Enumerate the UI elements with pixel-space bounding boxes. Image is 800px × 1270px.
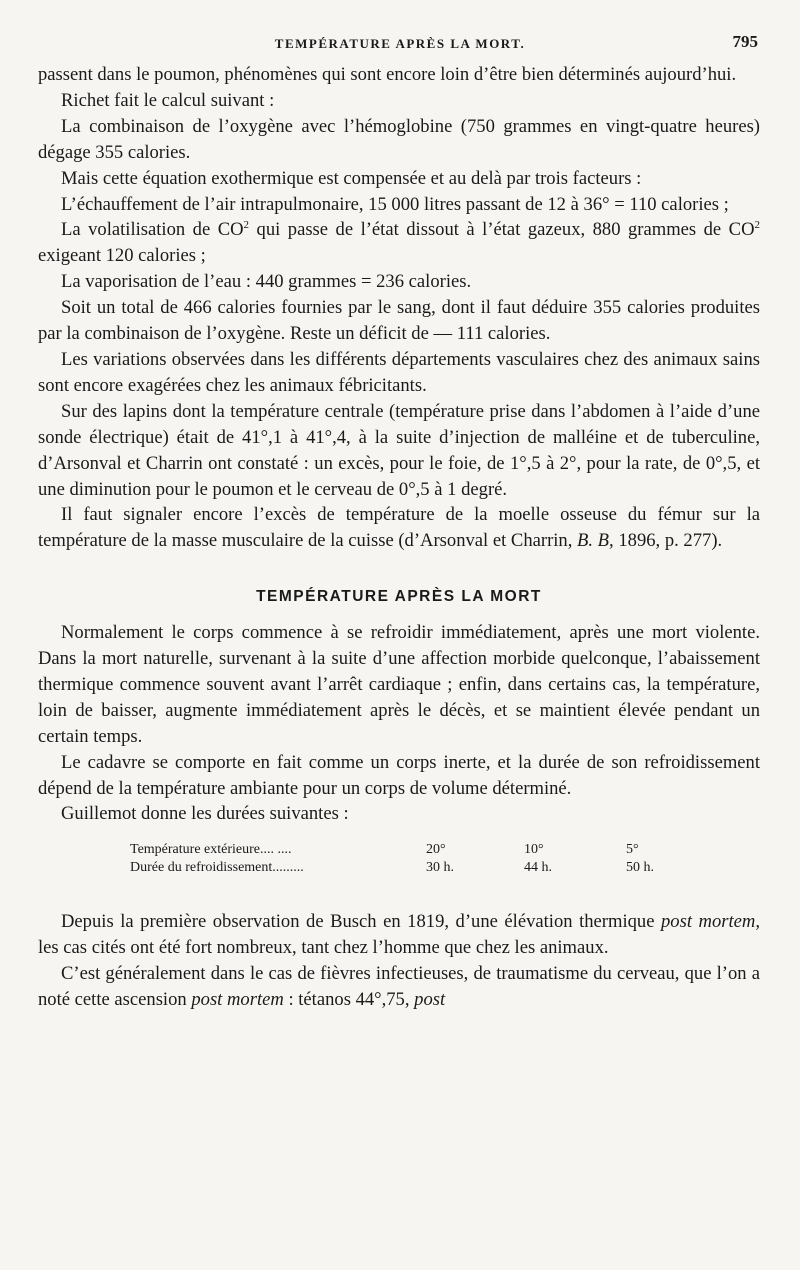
paragraph-8: Soit un total de 466 calories fournies par le sang, dont il faut déduire 355 calories produites par la combinaison de l’oxygène. Reste un déficit de — 111 calories. — [38, 297, 760, 345]
table-row-label: Température extérieure.... .... — [130, 842, 292, 858]
paragraph-6-part-b: qui passe de l’état dissout à l’état gazeux, 880 grammes de CO — [249, 219, 755, 241]
paragraph-11-part-a: Il faut signaler encore l’excès de température de la moelle osseuse du fémur sur la température de la masse musculaire de la cuisse (d’Arsonval et Charrin, — [38, 504, 760, 552]
paragraph-10: Sur des lapins dont la température centrale (température prise dans l’abdomen à l’aide d’une sonde électrique) était de 41°,1 à 41°,4, à la suite d’injection de malléine et de tuberculine, d’Arsonval et Charrin ont constaté : un excès, pour le foie, de 1°,5 à 2°, pour la rate, de 0°,5, et une diminution pour le poumon et le cerveau de 0°,5 à 1 degré. — [38, 400, 760, 500]
paragraph-11-citation: B. B, — [577, 530, 614, 552]
paragraph-6-superscript-1: 2 — [243, 219, 250, 232]
paragraph-11 — [38, 502, 760, 554]
paragraph-14: Guillemot donne les durées suivantes : — [61, 803, 349, 825]
paragraph-16 — [38, 961, 760, 1013]
paragraph-6-part-a: La volatilisation de CO — [61, 219, 244, 241]
paragraph-6 — [38, 217, 760, 269]
page-body — [38, 62, 760, 1013]
page-header — [0, 30, 800, 54]
table-cell: 5° — [626, 842, 639, 858]
paragraph-15 — [38, 909, 760, 961]
paragraph-3: La combinaison de l’oxygène avec l’hémoglobine (750 grammes en vingt-quatre heures) dégage 355 calories. — [38, 115, 760, 163]
paragraph-9: Les variations observées dans les différents départements vasculaires chez des animaux sains sont encore exagérées chez les animaux fébricitants. — [38, 348, 760, 396]
table-cell: 10° — [524, 842, 544, 858]
page-number: 795 — [732, 32, 758, 51]
paragraph-13: Le cadavre se comporte en fait comme un corps inerte, et la durée de son refroidissement dépend de la température ambiante pour un corps de volume déterminé. — [38, 751, 760, 799]
paragraph-16-italic-1: post mortem — [191, 989, 284, 1011]
paragraph-12: Normalement le corps commence à se refroidir immédiatement, après une mort violente. Dans la mort naturelle, survenant à la suite d’une affection morbide quelconque, l’abaissement thermique commence souvent avant l’arrêt cardiaque ; enfin, dans certains cas, la température, loin de baisser, augmente immédiatement après le décès, et se maintient élevée pendant un certain temps. — [38, 622, 760, 747]
paragraph-16-part-a: C’est généralement dans le cas de fièvres infectieuses, de traumatisme du cerveau, que l’on a noté cette ascension — [38, 963, 760, 1011]
paragraph-6-part-c: exigeant 120 calories ; — [38, 245, 206, 267]
paragraph-5: L’échauffement de l’air intrapulmonaire, 15 000 litres passant de 12 à 36° = 110 calories ; — [61, 193, 729, 215]
paragraph-2: Richet fait le calcul suivant : — [61, 89, 275, 111]
section-title: TEMPÉRATURE APRÈS LA MORT — [256, 588, 542, 606]
table-row — [38, 841, 760, 859]
paragraph-16-italic-2: post — [414, 989, 446, 1011]
paragraph-15-part-a: Depuis la première observation de Busch en 1819, d’une élévation thermique — [61, 911, 661, 933]
table-cell: 20° — [426, 842, 446, 858]
paragraph-6-superscript-2: 2 — [754, 219, 760, 232]
running-title: TEMPÉRATURE APRÈS LA MORT. — [274, 36, 526, 51]
paragraph-16-part-b: : tétanos 44°,75, — [283, 989, 415, 1011]
paragraph-4: Mais cette équation exothermique est compensée et au delà par trois facteurs : — [61, 167, 642, 189]
paragraph-1: passent dans le poumon, phénomènes qui sont encore loin d’être bien déterminés aujourd’hui. — [38, 64, 737, 85]
paragraph-15-part-b: les cas cités ont été fort nombreux, tant chez l’homme que chez les animaux. — [38, 937, 609, 959]
cooling-duration-table — [38, 841, 760, 877]
table-row — [38, 859, 760, 877]
table-cell: 44 h. — [524, 860, 552, 876]
paragraph-7: La vaporisation de l’eau : 440 grammes = 236 calories. — [61, 271, 472, 293]
paragraph-11-part-b: 1896, p. 277). — [613, 530, 723, 552]
table-cell: 50 h. — [626, 860, 654, 876]
paragraph-15-italic: post mortem, — [661, 911, 760, 933]
table-row-label: Durée du refroidissement......... — [130, 860, 304, 876]
table-cell: 30 h. — [426, 860, 454, 876]
